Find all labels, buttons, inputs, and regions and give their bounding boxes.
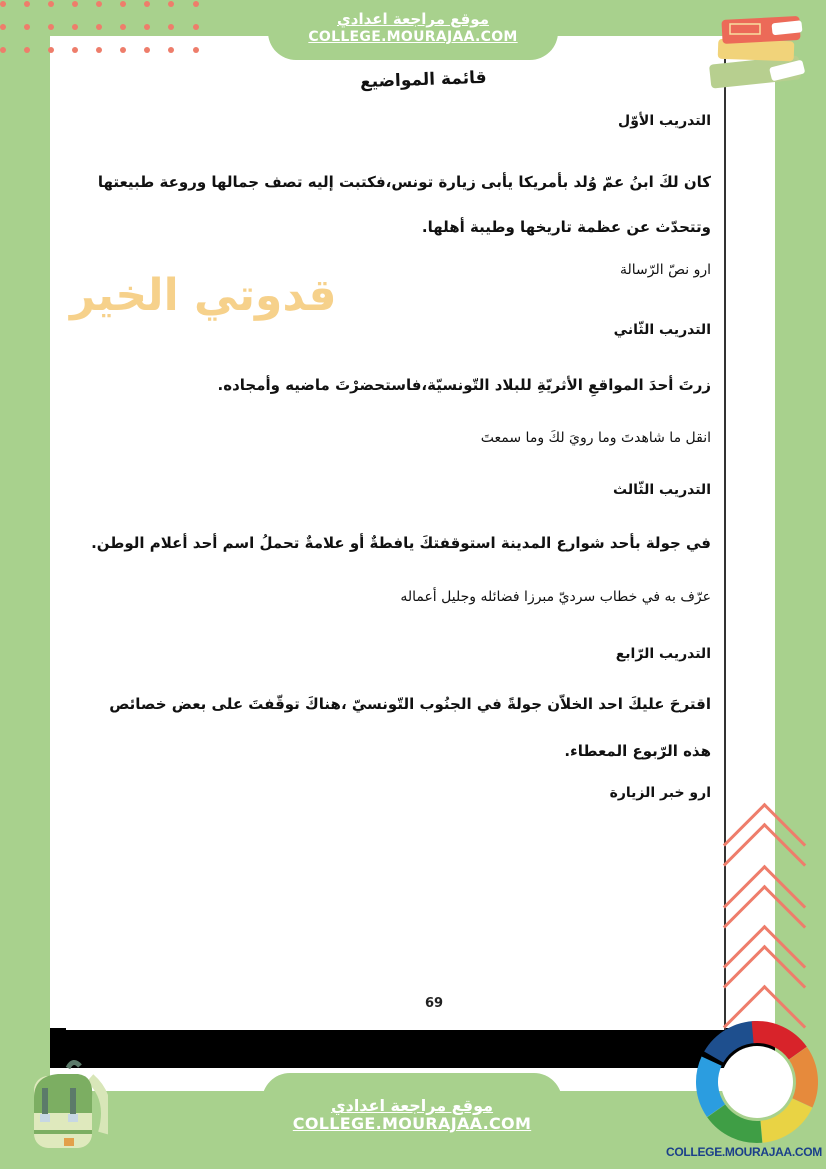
header-banner[interactable] [268,0,558,60]
footer-site-name-ar[interactable]: موقع مراجعة اعدادي [330,1096,494,1115]
exercise-2-task: انقل ما شاهدتَ وما رويَ لكَ وما سمعتَ [480,430,711,446]
exercise-4-task: ارو خبر الزيارة [609,785,711,801]
books-icon [700,12,810,92]
exercise-4-heading: التدريب الرّابع [615,646,711,662]
exercise-2-prompt-line-1: زرتَ أحدَ المواقعِ الأثريّةِ للبلاد التّونسيّة،فاستحضرْتَ ماضيه وأمجاده. [217,376,711,394]
footer-site-url[interactable]: COLLEGE.MOURAJAA.COM [292,1114,532,1133]
exercise-2-heading: التدريب الثّاني [613,322,711,338]
exercise-3-heading: التدريب الثّالث [613,482,711,498]
site-logo-icon[interactable] [695,1020,820,1145]
logo-text: COLLEGE.MOURAJAA.COM [666,1145,823,1159]
exercise-1-heading: التدريب الأوّل [618,113,711,129]
page-number: 69 [425,996,444,1011]
watermark: قدوتي الخير [70,270,337,321]
exercise-3-prompt-line-1: في جولة بأحد شوارع المدينة استوقفتكَ يافطةٌ أو علامةٌ تحملُ اسم أحد أعلام الوطن. [91,534,711,552]
exercise-1-prompt-line-1: كان لكَ ابنُ عمّ وُلد بأمريكا يأبى زيارة تونس،فكتبت إليه تصف جمالها وروعة طبيعتها [97,173,711,191]
scan-shadow [50,1028,775,1068]
exercise-3-task: عرّف به في خطاب سرديّ مبرزا فضائله وجليل أعماله [400,589,711,605]
backpack-icon [18,1058,108,1153]
exercise-4-prompt-line-1: اقترحَ عليكَ احد الخلاّن جولةً في الجنُوب التّونسيّ ،هناكَ توقّفتَ على بعض خصائص [109,695,711,713]
site-url[interactable]: COLLEGE.MOURAJAA.COM [308,29,518,45]
site-name-ar[interactable]: موقع مراجعة اعدادي [337,10,489,28]
exercise-4-prompt-line-2: هذه الرّبوع المعطاء. [564,742,711,760]
exercise-1-task: ارو نصّ الرّسالة [619,262,711,278]
document-title: قائمة المواضيع [359,67,487,93]
exercise-1-prompt-line-2: وتتحدّث عن عظمة تاريخها وطيبة أهلها. [421,218,711,236]
footer-banner[interactable] [262,1073,562,1169]
